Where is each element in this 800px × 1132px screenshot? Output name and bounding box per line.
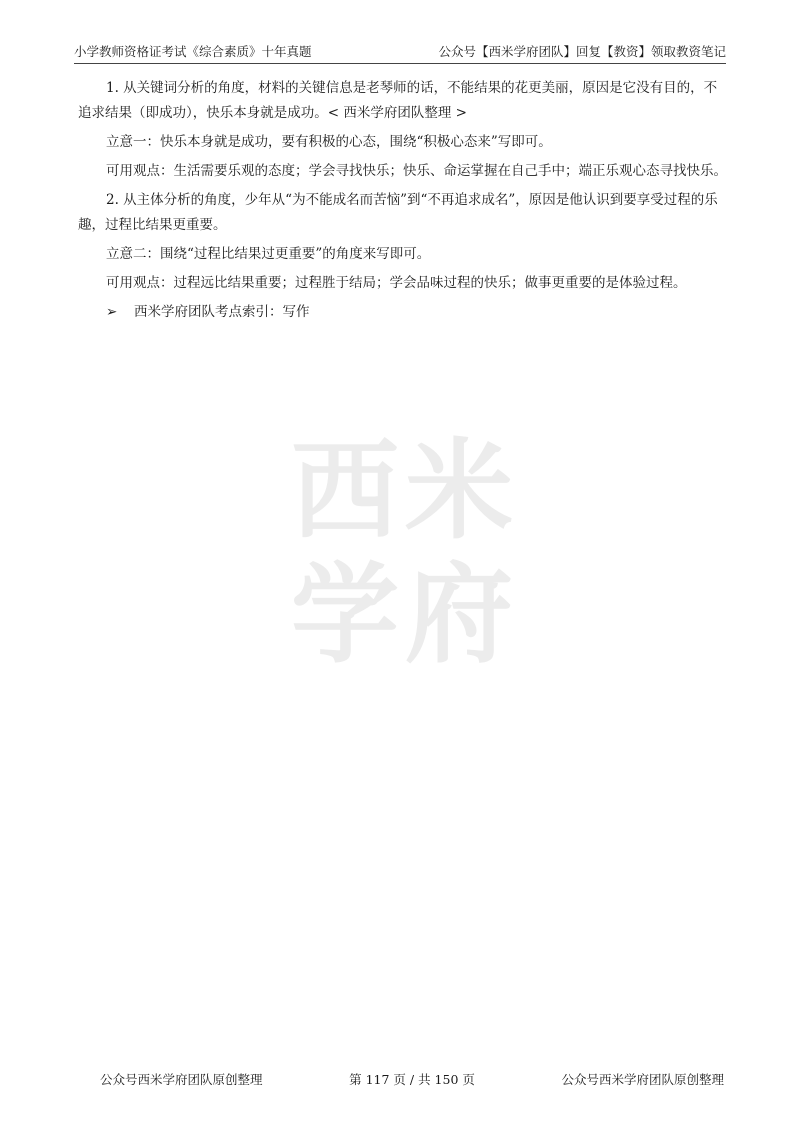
bullet-item (78, 300, 728, 325)
paragraph-4: 2. 从主体分析的角度，少年从“为不能成名而苦恼”到“不再追求成名”，原因是他认识到要享受过程的乐趣，过程比结果更重要。 (78, 192, 718, 233)
footer-left: 公众号西米学府团队原创整理 (100, 1072, 263, 1087)
paragraph-5: 立意二：围绕“过程比结果过更重要”的角度来写即可。 (106, 246, 431, 262)
page-footer (100, 1070, 724, 1088)
paragraph-6: 可用观点：过程远比结果重要；过程胜于结局；学会品味过程的快乐；做事更重要的是体验过程。 (106, 275, 687, 291)
bullet-text: 西米学府团队考点索引：写作 (134, 304, 310, 320)
footer-right: 公众号西米学府团队原创整理 (561, 1072, 724, 1087)
page-header (74, 38, 726, 64)
main-content (78, 76, 728, 329)
arrow-bullet-icon: ➢ (106, 304, 118, 320)
watermark-line-2: 学府 (290, 553, 519, 678)
header-left-title: 小学教师资格证考试《综合素质》十年真题 (74, 44, 312, 59)
page-number: 第 117 页 / 共 150 页 (349, 1072, 475, 1087)
header-right-note: 公众号【西米学府团队】回复【教资】领取教资笔记 (438, 44, 726, 59)
watermark (285, 430, 525, 678)
paragraph-3: 可用观点：生活需要乐观的态度；学会寻找快乐；快乐、命运掌握在自己手中；端正乐观心态寻找快乐。 (106, 163, 727, 179)
watermark-line-1: 西米 (290, 429, 519, 554)
paragraph-1: 1. 从关键词分析的角度，材料的关键信息是老琴师的话，不能结果的花更美丽，原因是它没有目的，不追求结果（即成功），快乐本身就是成功。< 西米学府团队整理 > (78, 80, 718, 121)
paragraph-2: 立意一：快乐本身就是成功，要有积极的心态，围绕“积极心态来”写即可。 (106, 134, 552, 150)
